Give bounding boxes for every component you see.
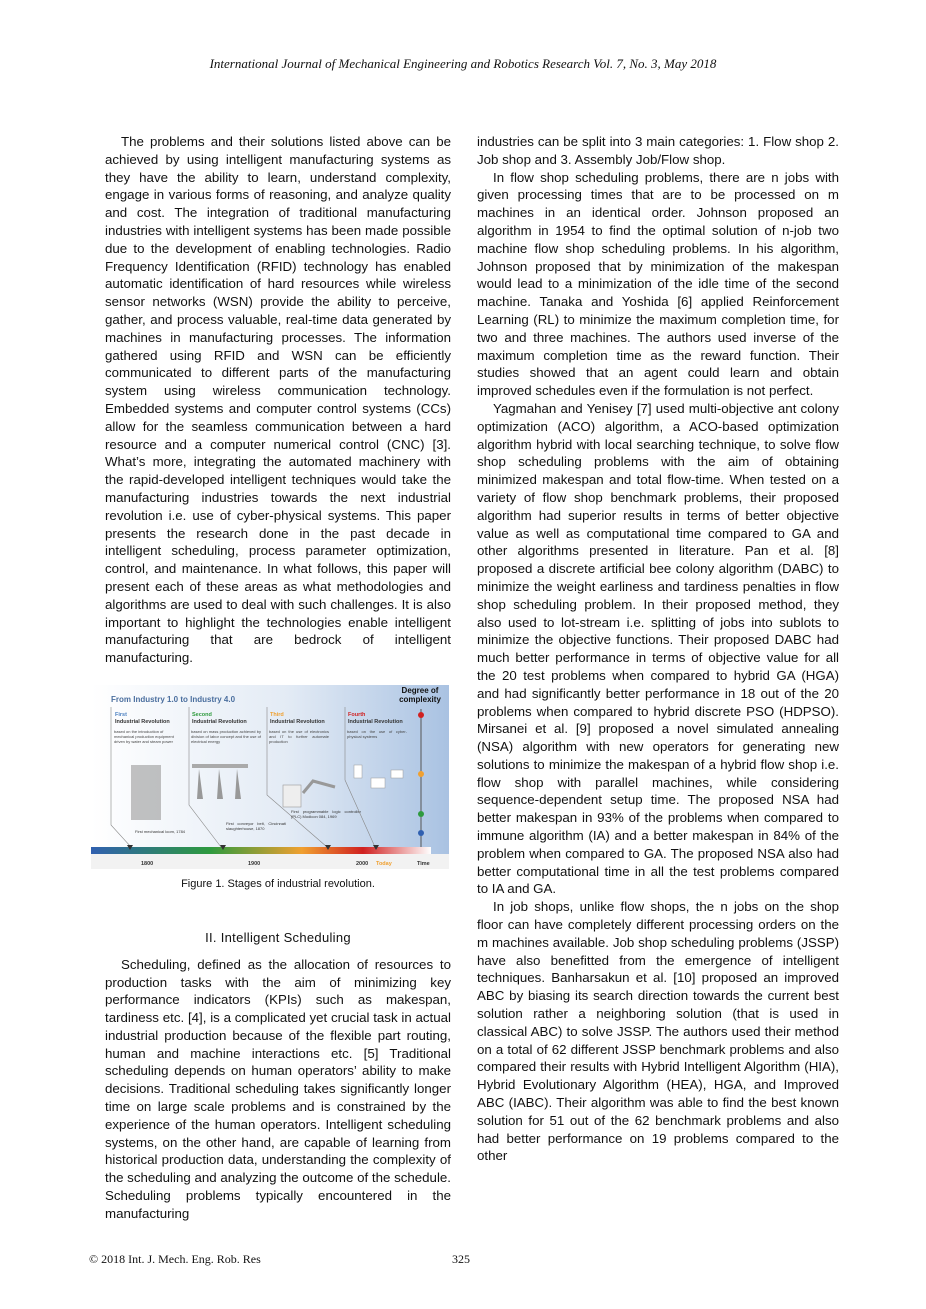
svg-text:First: First xyxy=(115,711,127,718)
paragraph: Yagmahan and Yenisey [7] used multi-objective ant colony optimization (ACO) algorithm, a ACO-based optimization algorithm hybrid with local searching technique, to solve flow shop scheduling problems with the aim of obtaining minimized makespan and total flow-time. When tested on a variety of flow shop benchmark problems, their proposed algorithm had superior results in terms of better objective value as well as computational time compared to GA and other algorithms presented in literature. Pan et al. [8] proposed a discrete artificial bee colony algorithm (DABC) to minimize the weight earliness and tardiness penalties in flow shop scheduling problem. In their proposed method, they also used to lot-stream i.e. splitting of jobs into sublots to minimize the objective functions. Their proposed DABC had much better performance in terms of objective value for all the 20 test problems when compared to hybrid GA (HGA) and had significantly better performance in 18 out of the 20 problems when compared to hybrid discrete PSO (HDPSO). Mirsanei et al. [9] proposed a novel simulated annealing (NSA) algorithm with new operators for generating new solutions to minimize the makespan of a hybrid flow shop i.e. flow shop with parallel machines, while considering sequence-dependent setup time. The proposed NSA had better makespan in 93% of the problems when compared to immune algorithm (IA) and a better makespan in 84% of the problem when compared to GA. The proposed NSA also had better computational time in all the test problems compared to IA and GA. xyxy=(477,400,839,897)
left-column xyxy=(105,133,451,1223)
right-column xyxy=(477,133,839,1165)
paragraph: In flow shop scheduling problems, there are n jobs with given processing times that are to be processed on m machines in an identical order. Johnson proposed an algorithm in 1954 to find the optimal solution of n-job two machine flow shop scheduling problems. In his algorithm, Johnson proposed that by minimization of the makespan would lead to a minimization of the idle time of the second machine. Tanaka and Yoshida [6] applied Reinforcement Learning (RL) to minimize the maximum completion time, for two and three machines. The authors used inverse of the maximum completion time as the reward function. Their studies showed that an agent could learn and obtain improved schedules even if the formulation is not perfect. xyxy=(477,169,839,399)
paragraph: The problems and their solutions listed above can be achieved by using intelligent manufacturing systems as they have the ability to learn, understand complexity, engage in various forms of reasoning, and analyze quality and cost. The integration of traditional manufacturing industries with intelligent systems has been made possible due to the development of enabling technologies. Radio Frequency Identification (RFID) technology has enabled automatic identification of hard resources while wireless sensor networks (WSN) provide the ability to perceive, gather, and process valuable, real-time data generated by machines in manufacturing processes. The information gathered using RFID and WSN can be efficiently communicated to different parts of the manufacturing system using wireless communication technology. Embedded systems and computer control systems (CCs) allow for the seamless communication between a hard resource and a computer numerical control (CNC) [3]. What’s more, integrating the automated machinery with the rapid-developed intelligent techniques would take the manufacturing industries towards the next industrial revolution i.e. use of cyber-physical systems. This paper presents the research done in the past decade in intelligent scheduling, process parameter optimization, control, and maintenance. In what follows, this paper will present each of these areas as what methodologies and algorithms are used to deal with such challenges. It is also important to highlight the technologies enable intelligent manufacturing that are bedrock of intelligent manufacturing. xyxy=(105,134,451,666)
svg-text:Industrial Revolution: Industrial Revolution xyxy=(192,718,247,725)
stage-second: Second Industrial Revolution based on mass production achieved by division of labor concept and the use of electrical energy First conveyor belt, Cincinnati slaughterhouse, 1870 xyxy=(189,707,286,847)
tick-2000: 2000 xyxy=(356,860,369,867)
paragraph: In job shops, unlike flow shops, the n jobs on the shop floor can have completely different processing orders on the m machines available. Job shop scheduling problems (JSSP) have also benefitted from the emergence of intelligent techniques. Banharsakun et al. [10] proposed an improved ABC by biasing its search direction towards the current best solution rather a neighboring solution (that is used in classical ABC) to solve JSSP. The authors used their method on a total of 62 different JSSP benchmark problems and also compared their results with Hybrid Intelligent Algorithm (HIA), Hybrid Evolutionary Algorithm (HEA), HGA, and Improved ABC (IABC). Their algorithm was able to find the best known solution for 51 out of the 62 benchmark problems and also had better performance on 19 problems compared to the other xyxy=(477,899,839,1164)
paragraph: industries can be split into 3 main categories: 1. Flow shop 2. Job shop and 3. Assembly Job/Flow shop. xyxy=(477,134,839,167)
svg-text:Industrial Revolution: Industrial Revolution xyxy=(115,718,170,725)
svg-text:Industrial Revolution: Industrial Revolution xyxy=(270,718,325,725)
page-footer xyxy=(89,1252,849,1267)
copyright: © 2018 Int. J. Mech. Eng. Rob. Res xyxy=(89,1252,261,1266)
stage-fourth: Fourth Industrial Revolution based on the use of cyber-physical systems xyxy=(345,707,407,847)
running-header: International Journal of Mechanical Engineering and Robotics Research Vol. 7, No. 3, May 2018 xyxy=(209,56,717,71)
tick-1900: 1900 xyxy=(248,860,261,867)
figure-title: From Industry 1.0 to Industry 4.0 xyxy=(111,694,236,704)
complexity-label: Degree of complexity xyxy=(399,685,441,704)
time-label: Time xyxy=(417,860,430,867)
page-number: 325 xyxy=(452,1252,470,1266)
figure-industrial-revolution xyxy=(91,685,449,869)
section-heading: II. Intelligent Scheduling xyxy=(205,929,351,945)
figure-caption: Figure 1. Stages of industrial revolution. xyxy=(181,877,375,890)
tick-1800: 1800 xyxy=(141,860,154,867)
svg-text:Second: Second xyxy=(192,711,212,718)
stage-third: Third Industrial Revolution based on the use of electronics and IT to further automate production First programmable logic controller (PLC) Modicon 084, 1969 xyxy=(267,707,361,847)
svg-text:Fourth: Fourth xyxy=(348,711,366,718)
svg-text:Industrial Revolution: Industrial Revolution xyxy=(348,718,403,725)
stage-first: First Industrial Revolution based on the introduction of mechanical production equipment driven by water and steam power First mechanical loom, 1784 xyxy=(111,707,186,847)
paragraph: Scheduling, defined as the allocation of resources to production tasks with the aim of minimizing key performance indicators (KPIs) such as makespan, tardiness etc. [4], is a complicated yet crucial task in actual industrial production because of the flexible part routing, human and machine interactions etc. [5] Traditional scheduling depends on human operators’ ability to make decisions. Traditional scheduling takes significantly longer time on large scale problems and is constrained by the experience of the human operators. Intelligent scheduling systems, on the other hand, are capable of learning from historical production data, understanding the complexity of the scheduling and analyzing the outcome of the schedule. Scheduling problems typically encountered in the manufacturing xyxy=(105,956,451,1221)
svg-text:First mechanical loom, 1784: First mechanical loom, 1784 xyxy=(135,828,186,834)
svg-text:Third: Third xyxy=(270,711,284,718)
today-label: Today xyxy=(376,860,392,867)
